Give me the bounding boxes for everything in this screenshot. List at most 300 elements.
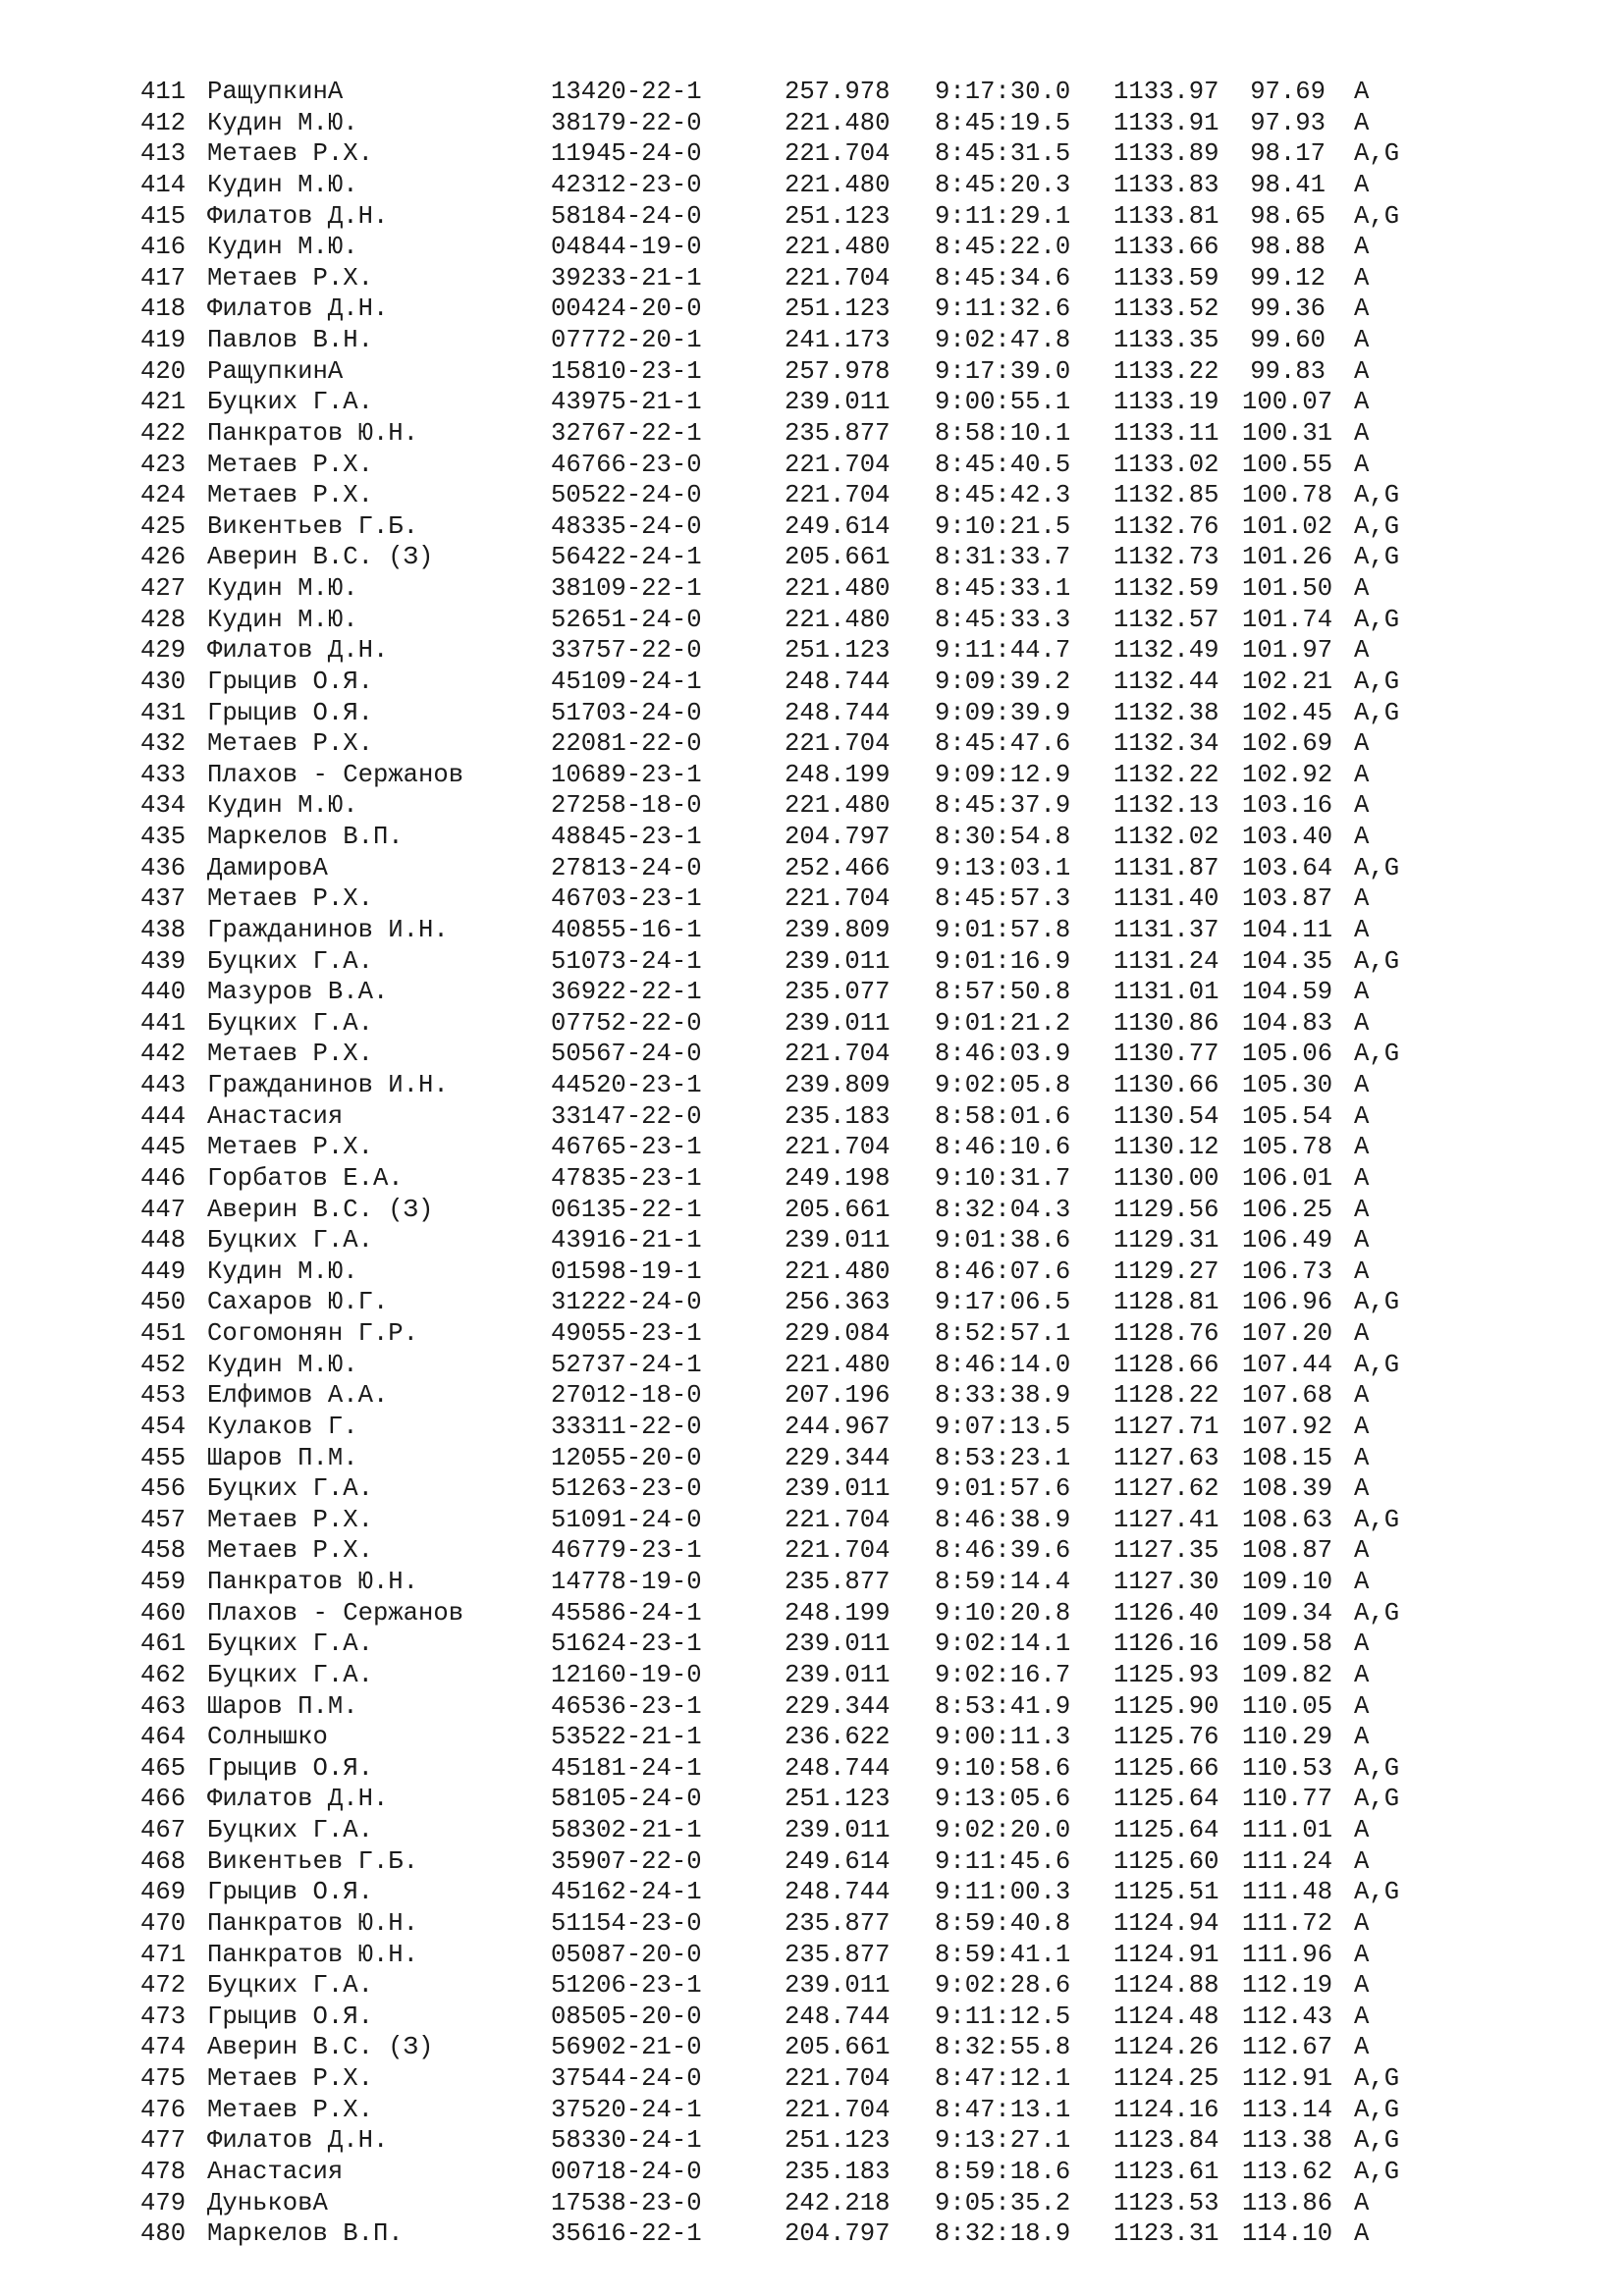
mark-value: A,G <box>1354 201 1400 231</box>
arrival-time: 8:32:18.9 <box>935 2219 1071 2249</box>
distance-value: 221.480 <box>785 791 891 821</box>
distance-value: 221.704 <box>785 481 891 510</box>
ring-number: 45586-24-1 <box>551 1598 702 1628</box>
arrival-time: 9:17:06.5 <box>935 1288 1071 1317</box>
mark-value: A <box>1354 1163 1370 1193</box>
fancier-name: Маркелов В.П. <box>207 823 404 851</box>
speed-value: 1131.40 <box>1113 884 1219 914</box>
coefficient-value: 110.77 <box>1242 1785 1333 1814</box>
place-number: 440 <box>140 978 187 1007</box>
mark-value: A <box>1354 294 1370 324</box>
distance-value: 249.614 <box>785 1846 891 1876</box>
arrival-time: 8:32:04.3 <box>935 1195 1071 1224</box>
place-number: 460 <box>140 1598 187 1628</box>
distance-value: 251.123 <box>785 1785 891 1814</box>
place-number: 443 <box>140 1071 187 1099</box>
fancier-name: Грыцив О.Я. <box>207 698 373 727</box>
speed-value: 1132.34 <box>1113 729 1219 759</box>
place-number: 416 <box>140 233 187 262</box>
coefficient-value: 107.92 <box>1242 1412 1333 1441</box>
place-number: 467 <box>140 1816 187 1844</box>
fancier-name: Гражданинов И.Н. <box>207 915 449 944</box>
ring-number: 35907-22-0 <box>551 1846 702 1876</box>
place-number: 434 <box>140 791 187 821</box>
coefficient-value: 113.38 <box>1242 2126 1333 2156</box>
distance-value: 205.661 <box>785 2033 891 2062</box>
coefficient-value: 106.25 <box>1242 1195 1333 1224</box>
coefficient-value: 111.96 <box>1242 1940 1333 1969</box>
place-number: 429 <box>140 636 187 666</box>
place-number: 455 <box>140 1443 187 1472</box>
distance-value: 249.198 <box>785 1163 891 1193</box>
place-number: 423 <box>140 450 187 479</box>
fancier-name: Шаров П.М. <box>207 1443 358 1472</box>
distance-value: 239.011 <box>785 1971 891 2001</box>
coefficient-value: 104.83 <box>1242 1008 1333 1038</box>
place-number: 413 <box>140 139 187 169</box>
mark-value: A <box>1354 450 1370 479</box>
distance-value: 205.661 <box>785 543 891 572</box>
ring-number: 07752-22-0 <box>551 1008 702 1038</box>
ring-number: 51703-24-0 <box>551 698 702 727</box>
distance-value: 239.011 <box>785 1474 891 1504</box>
speed-value: 1130.12 <box>1113 1133 1219 1162</box>
coefficient-value: 109.82 <box>1242 1660 1333 1689</box>
arrival-time: 9:13:27.1 <box>935 2126 1071 2156</box>
place-number: 453 <box>140 1381 187 1411</box>
ring-number: 08505-20-0 <box>551 2002 702 2031</box>
arrival-time: 9:07:13.5 <box>935 1412 1071 1441</box>
speed-value: 1130.54 <box>1113 1101 1219 1131</box>
coefficient-value: 101.02 <box>1242 511 1333 541</box>
distance-value: 239.011 <box>785 388 891 417</box>
coefficient-value: 100.31 <box>1242 418 1333 448</box>
speed-value: 1125.90 <box>1113 1691 1219 1721</box>
speed-value: 1128.81 <box>1113 1288 1219 1317</box>
arrival-time: 9:10:21.5 <box>935 511 1071 541</box>
arrival-time: 9:00:55.1 <box>935 388 1071 417</box>
place-number: 431 <box>140 698 187 727</box>
arrival-time: 8:47:12.1 <box>935 2064 1071 2093</box>
speed-value: 1132.02 <box>1113 823 1219 851</box>
distance-value: 221.704 <box>785 139 891 169</box>
speed-value: 1132.38 <box>1113 698 1219 727</box>
fancier-name: Кудин М.Ю. <box>207 170 358 199</box>
mark-value: A,G <box>1354 946 1400 976</box>
speed-value: 1133.83 <box>1113 170 1219 199</box>
ring-number: 07772-20-1 <box>551 326 702 354</box>
coefficient-value: 109.34 <box>1242 1598 1333 1628</box>
speed-value: 1130.86 <box>1113 1008 1219 1038</box>
fancier-name: Метаев Р.Х. <box>207 1040 373 1069</box>
fancier-name: Грыцив О.Я. <box>207 1878 373 1907</box>
ring-number: 50567-24-0 <box>551 1040 702 1069</box>
coefficient-value: 108.15 <box>1242 1443 1333 1472</box>
speed-value: 1127.62 <box>1113 1474 1219 1504</box>
ring-number: 31222-24-0 <box>551 1288 702 1317</box>
distance-value: 221.480 <box>785 233 891 262</box>
place-number: 471 <box>140 1940 187 1969</box>
place-number: 441 <box>140 1008 187 1038</box>
mark-value: A,G <box>1354 2126 1400 2156</box>
place-number: 449 <box>140 1256 187 1286</box>
mark-value: A <box>1354 791 1370 821</box>
coefficient-value: 103.40 <box>1242 823 1333 851</box>
speed-value: 1123.53 <box>1113 2188 1219 2217</box>
fancier-name: Кудин М.Ю. <box>207 1350 358 1379</box>
fancier-name: Грыцив О.Я. <box>207 667 373 696</box>
fancier-name: Метаев Р.Х. <box>207 1536 373 1566</box>
arrival-time: 8:45:33.1 <box>935 574 1071 603</box>
ring-number: 06135-22-1 <box>551 1195 702 1224</box>
ring-number: 13420-22-1 <box>551 78 702 106</box>
fancier-name: Метаев Р.Х. <box>207 481 373 510</box>
fancier-name: Горбатов Е.А. <box>207 1163 404 1193</box>
arrival-time: 9:13:03.1 <box>935 853 1071 882</box>
place-number: 418 <box>140 294 187 324</box>
fancier-name: Викентьев Г.Б. <box>207 511 419 541</box>
distance-value: 221.704 <box>785 884 891 914</box>
place-number: 477 <box>140 2126 187 2156</box>
arrival-time: 9:00:11.3 <box>935 1723 1071 1752</box>
fancier-name: Грыцив О.Я. <box>207 1753 373 1783</box>
coefficient-value: 113.86 <box>1242 2188 1333 2217</box>
speed-value: 1123.61 <box>1113 2157 1219 2186</box>
speed-value: 1132.49 <box>1113 636 1219 666</box>
distance-value: 221.480 <box>785 108 891 137</box>
speed-value: 1125.76 <box>1113 1723 1219 1752</box>
ring-number: 52651-24-0 <box>551 605 702 634</box>
fancier-name: Метаев Р.Х. <box>207 139 373 169</box>
ring-number: 46766-23-0 <box>551 450 702 479</box>
speed-value: 1131.24 <box>1113 946 1219 976</box>
coefficient-value: 113.62 <box>1242 2157 1333 2186</box>
fancier-name: Метаев Р.Х. <box>207 1505 373 1534</box>
speed-value: 1124.25 <box>1113 2064 1219 2093</box>
speed-value: 1124.94 <box>1113 1908 1219 1938</box>
fancier-name: Кудин М.Ю. <box>207 233 358 262</box>
arrival-time: 8:46:03.9 <box>935 1040 1071 1069</box>
place-number: 444 <box>140 1101 187 1131</box>
coefficient-value: 98.65 <box>1250 201 1326 231</box>
coefficient-value: 105.30 <box>1242 1071 1333 1099</box>
speed-value: 1127.41 <box>1113 1505 1219 1534</box>
speed-value: 1132.44 <box>1113 667 1219 696</box>
ring-number: 17538-23-0 <box>551 2188 702 2217</box>
ring-number: 45162-24-1 <box>551 1878 702 1907</box>
speed-value: 1129.56 <box>1113 1195 1219 1224</box>
mark-value: A <box>1354 1846 1370 1876</box>
mark-value: A <box>1354 2033 1370 2062</box>
arrival-time: 9:17:39.0 <box>935 356 1071 386</box>
distance-value: 221.704 <box>785 1040 891 1069</box>
fancier-name: Елфимов А.А. <box>207 1381 389 1411</box>
place-number: 474 <box>140 2033 187 2062</box>
fancier-name: Метаев Р.Х. <box>207 263 373 293</box>
place-number: 465 <box>140 1753 187 1783</box>
arrival-time: 8:57:50.8 <box>935 978 1071 1007</box>
distance-value: 235.877 <box>785 1568 891 1596</box>
coefficient-value: 101.26 <box>1242 543 1333 572</box>
ring-number: 53522-21-1 <box>551 1723 702 1752</box>
coefficient-value: 100.78 <box>1242 481 1333 510</box>
arrival-time: 9:02:28.6 <box>935 1971 1071 2001</box>
mark-value: A,G <box>1354 1878 1400 1907</box>
mark-value: A,G <box>1354 1753 1400 1783</box>
ring-number: 40855-16-1 <box>551 915 702 944</box>
coefficient-value: 112.43 <box>1242 2002 1333 2031</box>
mark-value: A <box>1354 1629 1370 1659</box>
arrival-time: 9:10:31.7 <box>935 1163 1071 1193</box>
place-number: 425 <box>140 511 187 541</box>
mark-value: A,G <box>1354 605 1400 634</box>
ring-number: 46536-23-1 <box>551 1691 702 1721</box>
place-number: 461 <box>140 1629 187 1659</box>
distance-value: 204.797 <box>785 823 891 851</box>
place-number: 435 <box>140 823 187 851</box>
fancier-name: Панкратов Ю.Н. <box>207 1940 419 1969</box>
speed-value: 1133.22 <box>1113 356 1219 386</box>
ring-number: 11945-24-0 <box>551 139 702 169</box>
distance-value: 251.123 <box>785 636 891 666</box>
fancier-name: Павлов В.Н. <box>207 326 373 354</box>
fancier-name: Буцких Г.А. <box>207 1971 373 2001</box>
ring-number: 00718-24-0 <box>551 2157 702 2186</box>
mark-value: A <box>1354 1101 1370 1131</box>
arrival-time: 9:09:39.9 <box>935 698 1071 727</box>
coefficient-value: 104.35 <box>1242 946 1333 976</box>
distance-value: 235.183 <box>785 1101 891 1131</box>
distance-value: 221.480 <box>785 1256 891 1286</box>
speed-value: 1130.00 <box>1113 1163 1219 1193</box>
ring-number: 43916-21-1 <box>551 1226 702 1255</box>
place-number: 430 <box>140 667 187 696</box>
distance-value: 235.183 <box>785 2157 891 2186</box>
speed-value: 1133.52 <box>1113 294 1219 324</box>
arrival-time: 9:02:20.0 <box>935 1816 1071 1844</box>
fancier-name: Буцких Г.А. <box>207 1008 373 1038</box>
mark-value: A <box>1354 636 1370 666</box>
distance-value: 239.809 <box>785 915 891 944</box>
distance-value: 251.123 <box>785 201 891 231</box>
speed-value: 1133.89 <box>1113 139 1219 169</box>
fancier-name: РащупкинА <box>207 78 344 106</box>
coefficient-value: 111.72 <box>1242 1908 1333 1938</box>
distance-value: 205.661 <box>785 1195 891 1224</box>
place-number: 438 <box>140 915 187 944</box>
ring-number: 58330-24-1 <box>551 2126 702 2156</box>
coefficient-value: 113.14 <box>1242 2095 1333 2124</box>
fancier-name: Буцких Г.А. <box>207 388 373 417</box>
distance-value: 221.704 <box>785 1133 891 1162</box>
coefficient-value: 99.12 <box>1250 263 1326 293</box>
distance-value: 248.199 <box>785 760 891 789</box>
fancier-name: Шаров П.М. <box>207 1691 358 1721</box>
speed-value: 1125.64 <box>1113 1816 1219 1844</box>
speed-value: 1124.26 <box>1113 2033 1219 2062</box>
place-number: 412 <box>140 108 187 137</box>
distance-value: 221.704 <box>785 729 891 759</box>
coefficient-value: 102.21 <box>1242 667 1333 696</box>
distance-value: 221.480 <box>785 1350 891 1379</box>
speed-value: 1128.22 <box>1113 1381 1219 1411</box>
place-number: 462 <box>140 1660 187 1689</box>
speed-value: 1123.84 <box>1113 2126 1219 2156</box>
arrival-time: 9:10:58.6 <box>935 1753 1071 1783</box>
distance-value: 235.877 <box>785 1940 891 1969</box>
coefficient-value: 111.01 <box>1242 1816 1333 1844</box>
coefficient-value: 99.83 <box>1250 356 1326 386</box>
mark-value: A <box>1354 1008 1370 1038</box>
speed-value: 1129.27 <box>1113 1256 1219 1286</box>
mark-value: A <box>1354 326 1370 354</box>
speed-value: 1127.35 <box>1113 1536 1219 1566</box>
distance-value: 235.077 <box>785 978 891 1007</box>
mark-value: A <box>1354 1908 1370 1938</box>
place-number: 428 <box>140 605 187 634</box>
ring-number: 58105-24-0 <box>551 1785 702 1814</box>
coefficient-value: 100.07 <box>1242 388 1333 417</box>
arrival-time: 8:45:57.3 <box>935 884 1071 914</box>
speed-value: 1131.01 <box>1113 978 1219 1007</box>
fancier-name: Мазуров В.А. <box>207 978 389 1007</box>
arrival-time: 9:02:47.8 <box>935 326 1071 354</box>
place-number: 414 <box>140 170 187 199</box>
arrival-time: 9:10:20.8 <box>935 1598 1071 1628</box>
arrival-time: 9:17:30.0 <box>935 78 1071 106</box>
ring-number: 42312-23-0 <box>551 170 702 199</box>
distance-value: 248.744 <box>785 1753 891 1783</box>
ring-number: 50522-24-0 <box>551 481 702 510</box>
fancier-name: Анастасия <box>207 2157 344 2186</box>
place-number: 427 <box>140 574 187 603</box>
place-number: 447 <box>140 1195 187 1224</box>
arrival-time: 8:46:38.9 <box>935 1505 1071 1534</box>
arrival-time: 8:45:22.0 <box>935 233 1071 262</box>
mark-value: A,G <box>1354 2157 1400 2186</box>
mark-value: A <box>1354 418 1370 448</box>
place-number: 452 <box>140 1350 187 1379</box>
arrival-time: 9:01:57.8 <box>935 915 1071 944</box>
ring-number: 58184-24-0 <box>551 201 702 231</box>
fancier-name: Маркелов В.П. <box>207 2219 404 2249</box>
place-number: 479 <box>140 2188 187 2217</box>
mark-value: A <box>1354 1691 1370 1721</box>
mark-value: A,G <box>1354 2064 1400 2093</box>
fancier-name: Сахаров Ю.Г. <box>207 1288 389 1317</box>
place-number: 472 <box>140 1971 187 2001</box>
ring-number: 51091-24-0 <box>551 1505 702 1534</box>
distance-value: 248.744 <box>785 2002 891 2031</box>
arrival-time: 8:53:41.9 <box>935 1691 1071 1721</box>
speed-value: 1130.66 <box>1113 1071 1219 1099</box>
place-number: 458 <box>140 1536 187 1566</box>
coefficient-value: 97.69 <box>1250 78 1326 106</box>
ring-number: 27258-18-0 <box>551 791 702 821</box>
place-number: 450 <box>140 1288 187 1317</box>
fancier-name: Метаев Р.Х. <box>207 729 373 759</box>
mark-value: A,G <box>1354 511 1400 541</box>
ring-number: 48845-23-1 <box>551 823 702 851</box>
mark-value: A <box>1354 1568 1370 1596</box>
coefficient-value: 106.96 <box>1242 1288 1333 1317</box>
distance-value: 221.704 <box>785 263 891 293</box>
arrival-time: 8:45:20.3 <box>935 170 1071 199</box>
coefficient-value: 111.24 <box>1242 1846 1333 1876</box>
speed-value: 1126.16 <box>1113 1629 1219 1659</box>
arrival-time: 9:11:00.3 <box>935 1878 1071 1907</box>
mark-value: A,G <box>1354 481 1400 510</box>
mark-value: A <box>1354 108 1370 137</box>
fancier-name: Гражданинов И.Н. <box>207 1071 449 1099</box>
distance-value: 248.744 <box>785 1878 891 1907</box>
coefficient-value: 105.54 <box>1242 1101 1333 1131</box>
distance-value: 249.614 <box>785 511 891 541</box>
distance-value: 248.744 <box>785 667 891 696</box>
coefficient-value: 107.44 <box>1242 1350 1333 1379</box>
mark-value: A,G <box>1354 2095 1400 2124</box>
speed-value: 1125.51 <box>1113 1878 1219 1907</box>
coefficient-value: 100.55 <box>1242 450 1333 479</box>
fancier-name: Метаев Р.Х. <box>207 450 373 479</box>
coefficient-value: 112.67 <box>1242 2033 1333 2062</box>
distance-value: 221.704 <box>785 450 891 479</box>
fancier-name: Метаев Р.Х. <box>207 2095 373 2124</box>
place-number: 475 <box>140 2064 187 2093</box>
speed-value: 1130.77 <box>1113 1040 1219 1069</box>
mark-value: A <box>1354 1474 1370 1504</box>
mark-value: A <box>1354 170 1370 199</box>
coefficient-value: 104.59 <box>1242 978 1333 1007</box>
coefficient-value: 103.64 <box>1242 853 1333 882</box>
fancier-name: Солнышко <box>207 1723 328 1752</box>
mark-value: A <box>1354 915 1370 944</box>
coefficient-value: 112.91 <box>1242 2064 1333 2093</box>
speed-value: 1132.13 <box>1113 791 1219 821</box>
ring-number: 00424-20-0 <box>551 294 702 324</box>
fancier-name: Аверин В.С. (З) <box>207 2033 434 2062</box>
fancier-name: Кудин М.Ю. <box>207 574 358 603</box>
mark-value: A,G <box>1354 853 1400 882</box>
ring-number: 51624-23-1 <box>551 1629 702 1659</box>
distance-value: 239.011 <box>785 1629 891 1659</box>
mark-value: A <box>1354 2002 1370 2031</box>
ring-number: 04844-19-0 <box>551 233 702 262</box>
arrival-time: 9:13:05.6 <box>935 1785 1071 1814</box>
coefficient-value: 99.36 <box>1250 294 1326 324</box>
arrival-time: 9:01:38.6 <box>935 1226 1071 1255</box>
mark-value: A <box>1354 356 1370 386</box>
fancier-name: Метаев Р.Х. <box>207 884 373 914</box>
mark-value: A <box>1354 1133 1370 1162</box>
place-number: 420 <box>140 356 187 386</box>
distance-value: 239.011 <box>785 946 891 976</box>
ring-number: 33757-22-0 <box>551 636 702 666</box>
place-number: 446 <box>140 1163 187 1193</box>
mark-value: A,G <box>1354 1350 1400 1379</box>
fancier-name: Метаев Р.Х. <box>207 1133 373 1162</box>
fancier-name: Буцких Г.А. <box>207 1816 373 1844</box>
coefficient-value: 107.68 <box>1242 1381 1333 1411</box>
coefficient-value: 114.10 <box>1242 2219 1333 2249</box>
place-number: 463 <box>140 1691 187 1721</box>
arrival-time: 9:05:35.2 <box>935 2188 1071 2217</box>
distance-value: 242.218 <box>785 2188 891 2217</box>
arrival-time: 9:09:39.2 <box>935 667 1071 696</box>
speed-value: 1132.73 <box>1113 543 1219 572</box>
mark-value: A <box>1354 1816 1370 1844</box>
mark-value: A <box>1354 1443 1370 1472</box>
